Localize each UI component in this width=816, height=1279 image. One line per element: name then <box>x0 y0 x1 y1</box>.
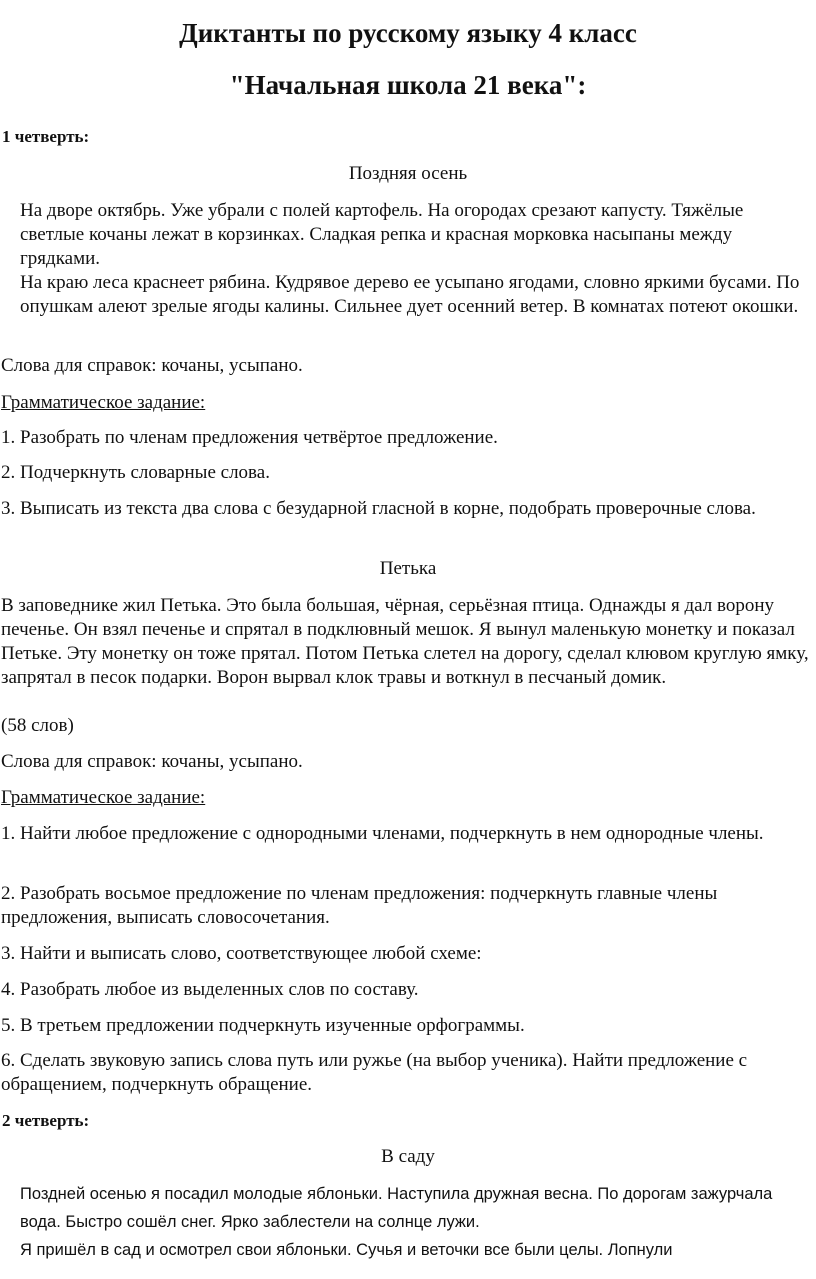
dictation2-task-3: 3. Найти и выписать слово, соответствующее любой схеме: <box>1 943 482 964</box>
grammar-label-text: Грамматическое задание: <box>1 787 206 808</box>
dictation-title-pozdnyaya-osen: Поздняя осень <box>348 163 468 184</box>
dictation3-text <box>1 1180 816 1264</box>
dictation3-paragraph1: Поздней осенью я посадил молодые яблоньки. Наступила дружная весна. По дорогам зажурчала вода. Быстро сошёл снег. Ярко заблестели на солнце лужи. <box>20 1185 773 1231</box>
dictation-title-petka: Петька <box>379 558 437 579</box>
dictation2-task-6: 6. Сделать звуковую запись слова путь или ружье (на выбор ученика). Найти предложение с обращением, подчеркнуть обращение. <box>1 1050 748 1095</box>
dictation2-grammar-label <box>1 786 812 810</box>
dictation2-task-4: 4. Разобрать любое из выделенных слов по составу. <box>1 979 419 1000</box>
dictation2-task-2: 2. Разобрать восьмое предложение по членам предложения: подчеркнуть главные члены предложения, выписать словосочетания. <box>1 883 718 928</box>
dictation1-task-2: 2. Подчеркнуть словарные слова. <box>1 462 270 483</box>
dictation1-task-3: 3. Выписать из текста два слова с безударной гласной в корне, подобрать проверочные слова. <box>1 498 756 519</box>
document-title-line2: "Начальная школа 21 века": <box>229 70 587 100</box>
grammar-label-text: Грамматическое задание: <box>1 392 206 413</box>
document-title-line1: Диктанты по русскому языку 4 класс <box>179 18 637 48</box>
dictation1-reference-words: Слова для справок: кочаны, усыпано. <box>1 355 303 376</box>
dictation-title-v-sadu: В саду <box>381 1146 435 1167</box>
dictation2-text: В заповеднике жил Петька. Это была большая, чёрная, серьёзная птица. Однажды я дал ворону печенье. Он взял печенье и спрятал в подклювный мешок. Я вынул маленькую монетку и показал Петьке. Эту монетку он тоже прятал. Потом Петька слетел на дорогу, сделал клювом круглую ямку, запрятал в песок подарки. Ворон вырвал клок травы и воткнул в песчаный домик. <box>1 595 809 688</box>
quarter2-label: 2 четверть: <box>2 1111 90 1130</box>
dictation3-paragraph2: Я пришёл в сад и осмотрел свои яблоньки. Сучья и веточки все были целы. Лопнули <box>20 1241 673 1259</box>
quarter1-label: 1 четверть: <box>2 127 90 146</box>
dictation1-paragraph1: На дворе октябрь. Уже убрали с полей картофель. На огородах срезают капусту. Тяжёлые светлые кочаны лежат в корзинках. Сладкая репка и красная морковка насыпаны между грядками. <box>20 200 744 269</box>
dictation2-task-1: 1. Найти любое предложение с однородными членами, подчеркнуть в нем однородные члены. <box>1 823 764 844</box>
dictation2-reference-words: Слова для справок: кочаны, усыпано. <box>1 751 303 772</box>
dictation2-word-count: (58 слов) <box>1 715 74 736</box>
dictation1-task-1: 1. Разобрать по членам предложения четвёртое предложение. <box>1 427 498 448</box>
dictation2-task-5: 5. В третьем предложении подчеркнуть изученные орфограммы. <box>1 1015 525 1036</box>
dictation1-grammar-label <box>1 391 812 415</box>
dictation1-paragraph2: На краю леса краснеет рябина. Кудрявое дерево ее усыпано ягодами, словно яркими бусами. По опушкам алеют зрелые ягоды калины. Сильнее дует осенний ветер. В комнатах потеют окошки. <box>20 272 800 317</box>
dictation1-text <box>1 199 812 319</box>
